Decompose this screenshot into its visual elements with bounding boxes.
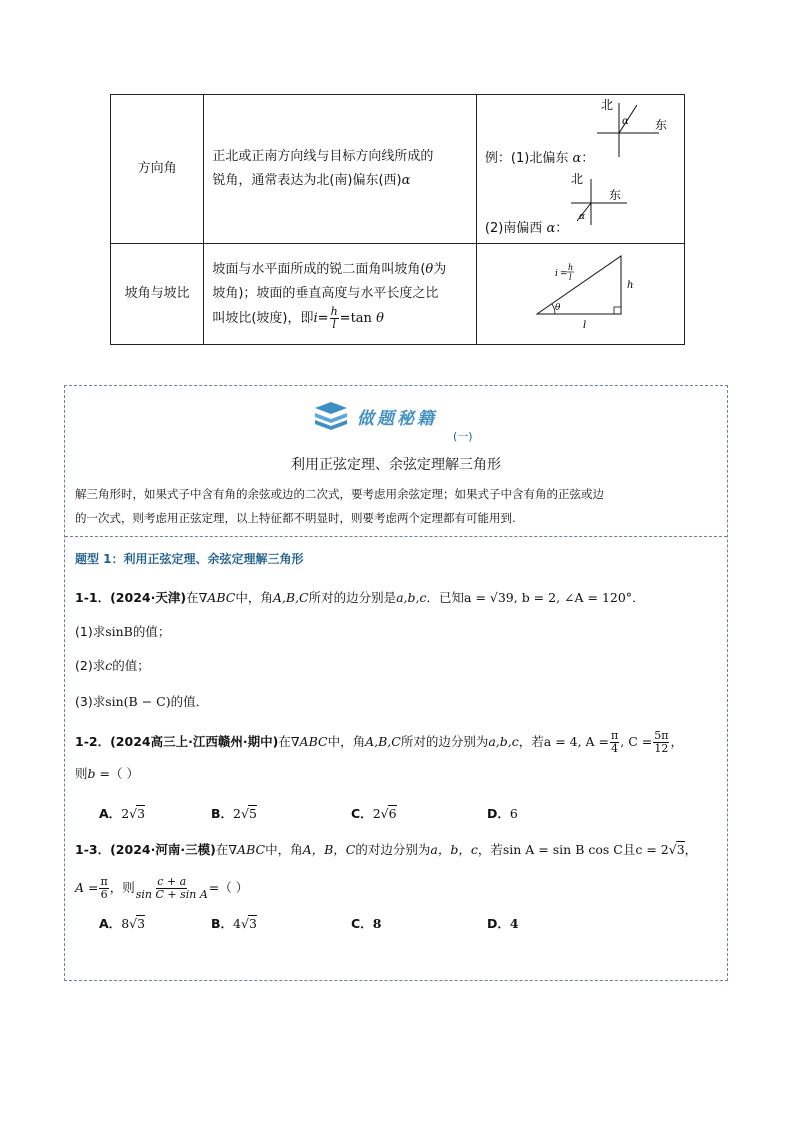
option-label: B． xyxy=(211,916,234,931)
colon: ： xyxy=(555,221,569,236)
denominator: sin C + sin A xyxy=(135,888,208,901)
alpha-label: α xyxy=(578,212,585,222)
option-value: 6 xyxy=(509,806,518,821)
problem-1-1-q3 xyxy=(75,692,208,710)
question-text: (1)求 xyxy=(75,624,106,639)
question-text: 的值． xyxy=(170,694,209,709)
option-label: C． xyxy=(351,916,373,931)
numerator: 5π xyxy=(654,729,669,742)
triangle-symbol: ∇ABC xyxy=(290,734,328,749)
stem-text: 所对的边分别为 xyxy=(400,734,489,749)
l-denominator-label: l xyxy=(568,273,572,282)
east-label: 东 xyxy=(654,118,667,132)
table-row-slope xyxy=(111,244,685,345)
option-a[interactable]: A．2√3 xyxy=(99,806,146,821)
tips-divider xyxy=(65,536,727,537)
pi-over-4-fraction xyxy=(610,730,619,755)
desc-text: 坡面与水平面所成的锐二面角叫坡角( xyxy=(212,261,426,277)
problem-1-2-stem xyxy=(75,730,683,755)
example-1-label xyxy=(485,147,594,171)
option-radicand: 6 xyxy=(388,806,397,821)
answer-blank: =（ ） xyxy=(208,880,249,895)
math-expr: A = xyxy=(75,880,99,895)
5pi-over-12-fraction xyxy=(653,730,669,755)
slope-illustration xyxy=(476,244,684,345)
desc-direction-angle xyxy=(204,95,477,244)
north-label: 北 xyxy=(600,98,613,112)
alpha-symbol: α xyxy=(546,221,556,236)
stem-text: 在 xyxy=(215,842,229,857)
problem-1-1-q1 xyxy=(75,622,170,640)
option-value: 2 xyxy=(121,806,130,821)
radicand: 3 xyxy=(676,842,685,857)
stem-text: ，若 xyxy=(518,734,544,749)
l-label: l xyxy=(582,320,587,331)
example-text: (2)南偏西 xyxy=(484,221,543,236)
equals: = xyxy=(339,310,351,326)
south-west-diagram xyxy=(565,173,637,229)
problem-number: 1-3． xyxy=(75,842,111,857)
problem-source: (2024高三上·江西赣州·期中) xyxy=(110,734,279,749)
option-b[interactable]: B．2√5 xyxy=(211,806,257,821)
colon: ： xyxy=(581,151,595,166)
stem-text: 的对边分别为 xyxy=(355,842,431,857)
angle-symbols: A,B,C xyxy=(272,590,309,605)
tips-heading: 利用正弦定理、余弦定理解三角形 xyxy=(291,457,501,473)
triangle-symbol: ∇ABC xyxy=(198,590,236,605)
stem-text: ， xyxy=(670,734,683,749)
tan-function: tan xyxy=(350,310,372,326)
east-label: 东 xyxy=(608,188,621,202)
option-label: B． xyxy=(211,806,234,821)
answer-blank: （ ） xyxy=(109,766,139,781)
option-label: C． xyxy=(351,806,373,821)
option-a[interactable]: A．8√3 xyxy=(99,916,146,931)
triangle-symbol: ∇ABC xyxy=(228,842,266,857)
option-label: D． xyxy=(487,806,510,821)
alpha-symbol: α xyxy=(572,151,582,166)
tips-subtitle: (一) xyxy=(453,430,473,443)
desc-text: 锐角，通常表达为北(南)偏东(西) xyxy=(212,173,402,188)
angle-symbols: A,B,C xyxy=(365,734,401,749)
option-label: D． xyxy=(487,916,510,931)
option-d[interactable] xyxy=(487,804,518,822)
stem-text: 在 xyxy=(278,734,291,749)
option-value: 8 xyxy=(121,916,130,931)
option-value: 2 xyxy=(372,806,381,821)
definition-table xyxy=(110,94,685,345)
problem-1-2-question xyxy=(75,764,139,782)
book-stack-icon xyxy=(311,400,351,432)
question-text: (2)求 xyxy=(75,658,106,673)
option-radicand: 3 xyxy=(137,916,146,931)
desc-text: 为 xyxy=(433,261,447,277)
stem-text: 且 xyxy=(622,842,636,857)
option-value: 4 xyxy=(233,916,241,931)
table-row-direction-angle xyxy=(111,95,685,244)
desc-line: 正北或正南方向线与目标方向线所成的 xyxy=(212,149,434,164)
tips-line: 解三角形时，如果式子中含有角的余弦或边的二次式，要考虑用余弦定理；如果式子中含有角的正弦或边 xyxy=(75,487,604,501)
math-expr: sinB xyxy=(105,624,133,639)
option-radicand: 3 xyxy=(248,916,257,931)
theta-symbol: θ xyxy=(376,310,384,326)
given-values: , C = xyxy=(620,734,653,749)
numerator: c + a xyxy=(157,875,187,888)
problem-1-1-q2 xyxy=(75,656,150,674)
term-slope: 坡角与坡比 xyxy=(111,244,204,345)
condition-expr: sin A = sin B cos C xyxy=(502,842,623,857)
question-text: 的值； xyxy=(132,624,171,639)
denominator: 12 xyxy=(654,742,669,755)
theta-symbol: θ xyxy=(425,261,434,277)
side-symbols: a，b，c xyxy=(430,842,478,857)
tips-body xyxy=(75,482,719,530)
denominator: 6 xyxy=(100,888,108,901)
problem-1-1-stem xyxy=(75,588,645,606)
pi-over-6-fraction xyxy=(99,876,108,901)
numerator: π xyxy=(611,729,619,742)
i-symbol: i xyxy=(313,310,318,326)
direction-illustration xyxy=(476,95,684,244)
desc-text: 叫坡比(坡度)，即 xyxy=(212,310,314,326)
desc-line xyxy=(212,258,468,282)
side-symbols: a,b,c xyxy=(396,590,427,605)
problem-number: 1-1． xyxy=(75,590,111,605)
term-direction-angle: 方向角 xyxy=(111,95,204,244)
numerator: h xyxy=(330,304,338,318)
tips-line: 的一次式，则考虑用正弦定理，以上特征都不明显时，则要考虑两个定理都有可能用到. xyxy=(75,511,516,525)
option-value: 4 xyxy=(509,916,519,931)
stem-text: ， xyxy=(684,842,698,857)
option-radicand: 5 xyxy=(248,806,257,821)
tips-banner-title: 做题秘籍 xyxy=(357,409,437,429)
desc-line xyxy=(212,306,468,331)
option-value: 8 xyxy=(372,916,382,931)
option-b[interactable]: B．4√3 xyxy=(211,916,257,931)
equals-label: = xyxy=(559,269,568,279)
stem-text: 中，角 xyxy=(265,842,303,857)
example-prefix: 例： xyxy=(484,151,511,166)
side-symbols: a,b,c xyxy=(488,734,519,749)
ratio-fraction xyxy=(136,876,208,901)
math-expr: b = xyxy=(87,766,110,781)
option-c[interactable]: C．2√6 xyxy=(351,806,397,821)
given-values: c = 2 xyxy=(635,842,669,857)
question-text: (3)求 xyxy=(75,694,106,709)
denominator: 4 xyxy=(611,742,619,755)
math-expr: sin(B − C) xyxy=(105,694,171,709)
denominator: l xyxy=(332,317,336,331)
stem-text: ，若 xyxy=(477,842,503,857)
problem-1-3-question xyxy=(75,876,248,901)
given-values: a = 4, A = xyxy=(543,734,610,749)
question-text: 的值； xyxy=(112,658,150,673)
desc-line: 坡角)；坡面的垂直高度与水平长度之比 xyxy=(212,285,439,301)
h-numerator-label: h xyxy=(567,263,574,272)
stem-text: ，则 xyxy=(109,880,135,895)
option-c[interactable] xyxy=(351,914,381,932)
stem-text: 中，角 xyxy=(327,734,366,749)
option-radicand: 3 xyxy=(137,806,146,821)
tips-box xyxy=(64,385,728,981)
problem-type-label: 题型 1：利用正弦定理、余弦定理解三角形 xyxy=(75,552,304,566)
math-expr: c xyxy=(105,658,113,673)
equals: = xyxy=(317,310,329,326)
option-d[interactable] xyxy=(487,914,519,932)
option-value: 2 xyxy=(233,806,241,821)
north-east-diagram xyxy=(587,97,677,159)
option-label: A． xyxy=(99,806,122,821)
alpha-symbol: α xyxy=(401,173,411,188)
problem-source: (2024·天津) xyxy=(110,590,187,605)
stem-text: 所对的边分别是 xyxy=(308,590,397,605)
option-label: A． xyxy=(99,916,122,931)
stem-text: ．已知 xyxy=(426,590,465,605)
numerator: π xyxy=(100,875,108,888)
north-label: 北 xyxy=(570,173,583,186)
desc-line xyxy=(212,169,468,193)
h-label: h xyxy=(626,280,634,291)
stem-text: 则 xyxy=(75,766,88,781)
stem-text: ． xyxy=(632,590,645,605)
h-over-l-fraction xyxy=(330,306,339,331)
problem-number: 1-2． xyxy=(75,734,111,749)
problem-source: (2024·河南·三模) xyxy=(110,842,216,857)
angle-symbols: A，B，C xyxy=(302,842,356,857)
stem-text: 中，角 xyxy=(235,590,273,605)
stem-text: 在 xyxy=(186,590,199,605)
alpha-label: α xyxy=(621,116,629,127)
example-text: (1)北偏东 xyxy=(510,151,569,166)
theta-label: θ xyxy=(554,303,561,313)
slope-triangle-diagram xyxy=(525,250,665,336)
desc-slope xyxy=(204,244,477,345)
problem-1-3-stem: 1-3．(2024·河南·三模)在∇ABC中，角A，B，C的对边分别为a，b，c，若sin A = sin B cos C且c = 2√3， xyxy=(75,842,698,857)
given-values: a = √39, b = 2, ∠A = 120° xyxy=(464,590,633,605)
example-2-label xyxy=(485,217,568,241)
i-label: i xyxy=(554,269,558,279)
